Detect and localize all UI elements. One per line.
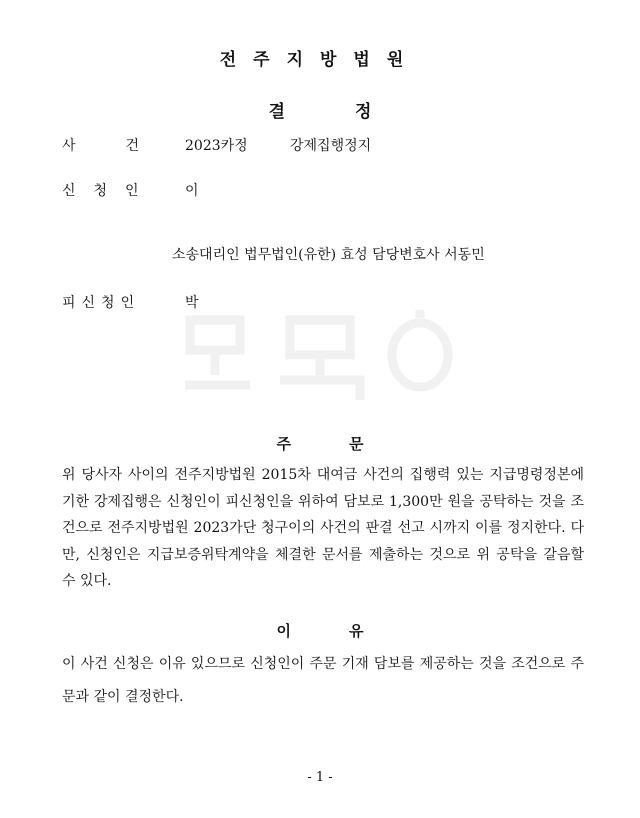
watermark-seal <box>170 300 470 410</box>
representative: 소송대리인 법무법인(유한) 효성 담당변호사 서동민 <box>172 247 485 263</box>
respondent-name: 박 <box>185 295 199 311</box>
page-number: - 1 - <box>307 770 333 785</box>
applicant-name: 이 <box>185 183 199 199</box>
reason-title: 이유 <box>276 622 364 640</box>
case-label: 사건 <box>62 138 140 154</box>
case-number: 2023카정 <box>185 138 248 154</box>
applicant-label: 신청인 <box>62 183 157 199</box>
case-name: 강제집행정지 <box>290 138 372 154</box>
ruling-text: 위 당사자 사이의 전주지방법원 2015차 대여금 사건의 집행력 있는 지급명령정본에 기한 강제집행은 신청인이 피신청인을 위하여 담보로 1,300만 원을 공탁하는 것을 조건으로 전주지방법원 2023가단 청구이의 사건의 판결 선고 시까지 이를 정지한다. 다만, 신청인은 지급보증위탁계약을 체결한 문서를 제출하는 것으로 위 공탁을 갈음할 수 있다. <box>62 467 584 589</box>
document-type-title: 결정 <box>268 102 442 122</box>
reason-text: 이 사건 신청은 이유 있으므로 신청인이 주문 기재 담보를 제공하는 것을 조건으로 주문과 같이 결정한다. <box>62 656 584 705</box>
ruling-title: 주문 <box>276 435 364 453</box>
respondent-label: 피신청인 <box>62 295 141 311</box>
court-name: 전주지방법원 <box>219 50 421 70</box>
